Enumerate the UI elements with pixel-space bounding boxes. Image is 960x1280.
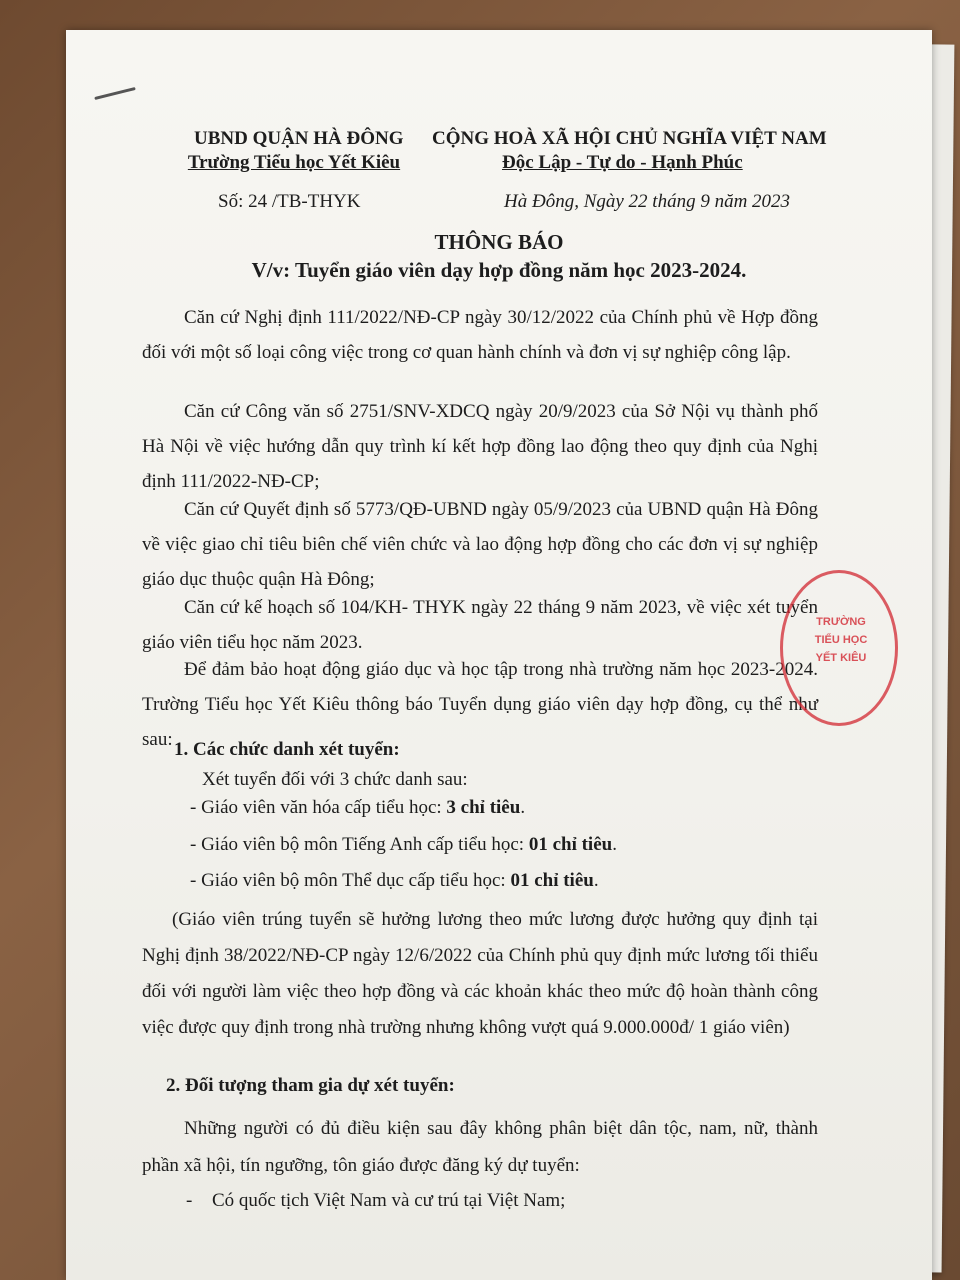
paragraph-legal-basis-1: Căn cứ Nghị định 111/2022/NĐ-CP ngày 30/12/2022 của Chính phủ về Hợp đồng đối với một số loại công việc trong cơ quan hành chính và đơn vị sự nghiệp công lập. bbox=[142, 307, 818, 363]
stamp-line: YẾT KIÊU bbox=[815, 652, 867, 664]
national-title: CỘNG HOÀ XÃ HỘI CHỦ NGHĨA VIỆT NAM bbox=[432, 128, 827, 149]
position-quota: 01 chỉ tiêu bbox=[510, 870, 594, 891]
position-label: - Giáo viên văn hóa cấp tiểu học: bbox=[190, 797, 447, 818]
position-quota: 3 chỉ tiêu bbox=[446, 797, 521, 818]
stamp-line: TRƯỜNG bbox=[816, 616, 866, 628]
national-motto: Độc Lập - Tự do - Hạnh Phúc bbox=[502, 152, 743, 173]
paragraph-legal-basis-2: Căn cứ Công văn số 2751/SNV-XDCQ ngày 20/9/2023 của Sở Nội vụ thành phố Hà Nội về việc hướng dẫn quy trình kí kết hợp đồng lao động theo quy định của Nghị định 111/2022-NĐ-CP; bbox=[142, 401, 818, 492]
position-item bbox=[190, 870, 599, 892]
document-number: Số: 24 /TB-THYK bbox=[218, 191, 361, 212]
document-date: Hà Đông, Ngày 22 tháng 9 năm 2023 bbox=[504, 191, 791, 212]
paragraph-legal-basis-4: Căn cứ kế hoạch số 104/KH- THYK ngày 22 tháng 9 năm 2023, về việc xét tuyển giáo viên tiểu học năm 2023. bbox=[142, 597, 818, 653]
section-1-heading: 1. Các chức danh xét tuyển: bbox=[174, 739, 400, 760]
condition-dash: - bbox=[186, 1190, 193, 1211]
issuer-school: Trường Tiểu học Yết Kiêu bbox=[187, 152, 401, 173]
stamp-line: TIỂU HỌC bbox=[814, 634, 868, 646]
section-1-intro: Xét tuyển đối với 3 chức danh sau: bbox=[202, 769, 468, 790]
condition-item: Có quốc tịch Việt Nam và cư trú tại Việt Nam; bbox=[212, 1190, 566, 1211]
position-label: - Giáo viên bộ môn Tiếng Anh cấp tiểu học: bbox=[190, 834, 529, 855]
paragraph-purpose: Để đảm bảo hoạt động giáo dục và học tập trong nhà trường năm học 2023-2024. Trường Tiểu học Yết Kiêu thông báo Tuyển dụng giáo viên dạy hợp đồng, cụ thể như sau: bbox=[142, 659, 818, 750]
pen-mark bbox=[94, 87, 135, 100]
official-stamp bbox=[780, 570, 898, 726]
position-label: - Giáo viên bộ môn Thể dục cấp tiểu học: bbox=[190, 870, 511, 891]
section-2-intro: Những người có đủ điều kiện sau đây không phân biệt dân tộc, nam, nữ, thành phần xã hội, tín ngưỡng, tôn giáo được đăng ký dự tuyển: bbox=[142, 1118, 818, 1176]
position-end: . bbox=[593, 870, 599, 891]
issuer-authority: UBND QUẬN HÀ ĐÔNG bbox=[194, 128, 404, 149]
position-end: . bbox=[612, 834, 617, 855]
position-item bbox=[190, 797, 525, 819]
salary-note: (Giáo viên trúng tuyển sẽ hưởng lương theo mức lương được hưởng quy định tại Nghị định 38/2022/NĐ-CP ngày 12/6/2022 của Chính phủ quy định mức lương tối thiểu đối với người làm việc theo hợp đồng và các khoản khác theo mức độ hoàn thành công việc được quy định trong nhà trường nhưng không vượt quá 9.000.000đ/ 1 giáo viên) bbox=[142, 909, 818, 1038]
position-item bbox=[190, 834, 617, 856]
document-subject: V/v: Tuyển giáo viên dạy hợp đồng năm học 2023-2024. bbox=[251, 258, 747, 282]
stamp-text bbox=[811, 613, 871, 667]
position-quota: 01 chỉ tiêu bbox=[528, 834, 613, 855]
section-2-heading: 2. Đối tượng tham gia dự xét tuyển: bbox=[166, 1075, 455, 1096]
paragraph-legal-basis-3: Căn cứ Quyết định số 5773/QĐ-UBND ngày 05/9/2023 của UBND quận Hà Đông về việc giao chỉ tiêu biên chế viên chức và lao động hợp đồng cho các đơn vị sự nghiệp giáo dục thuộc quận Hà Đông; bbox=[142, 499, 818, 590]
position-end: . bbox=[520, 797, 526, 818]
document-title: THÔNG BÁO bbox=[434, 230, 564, 254]
